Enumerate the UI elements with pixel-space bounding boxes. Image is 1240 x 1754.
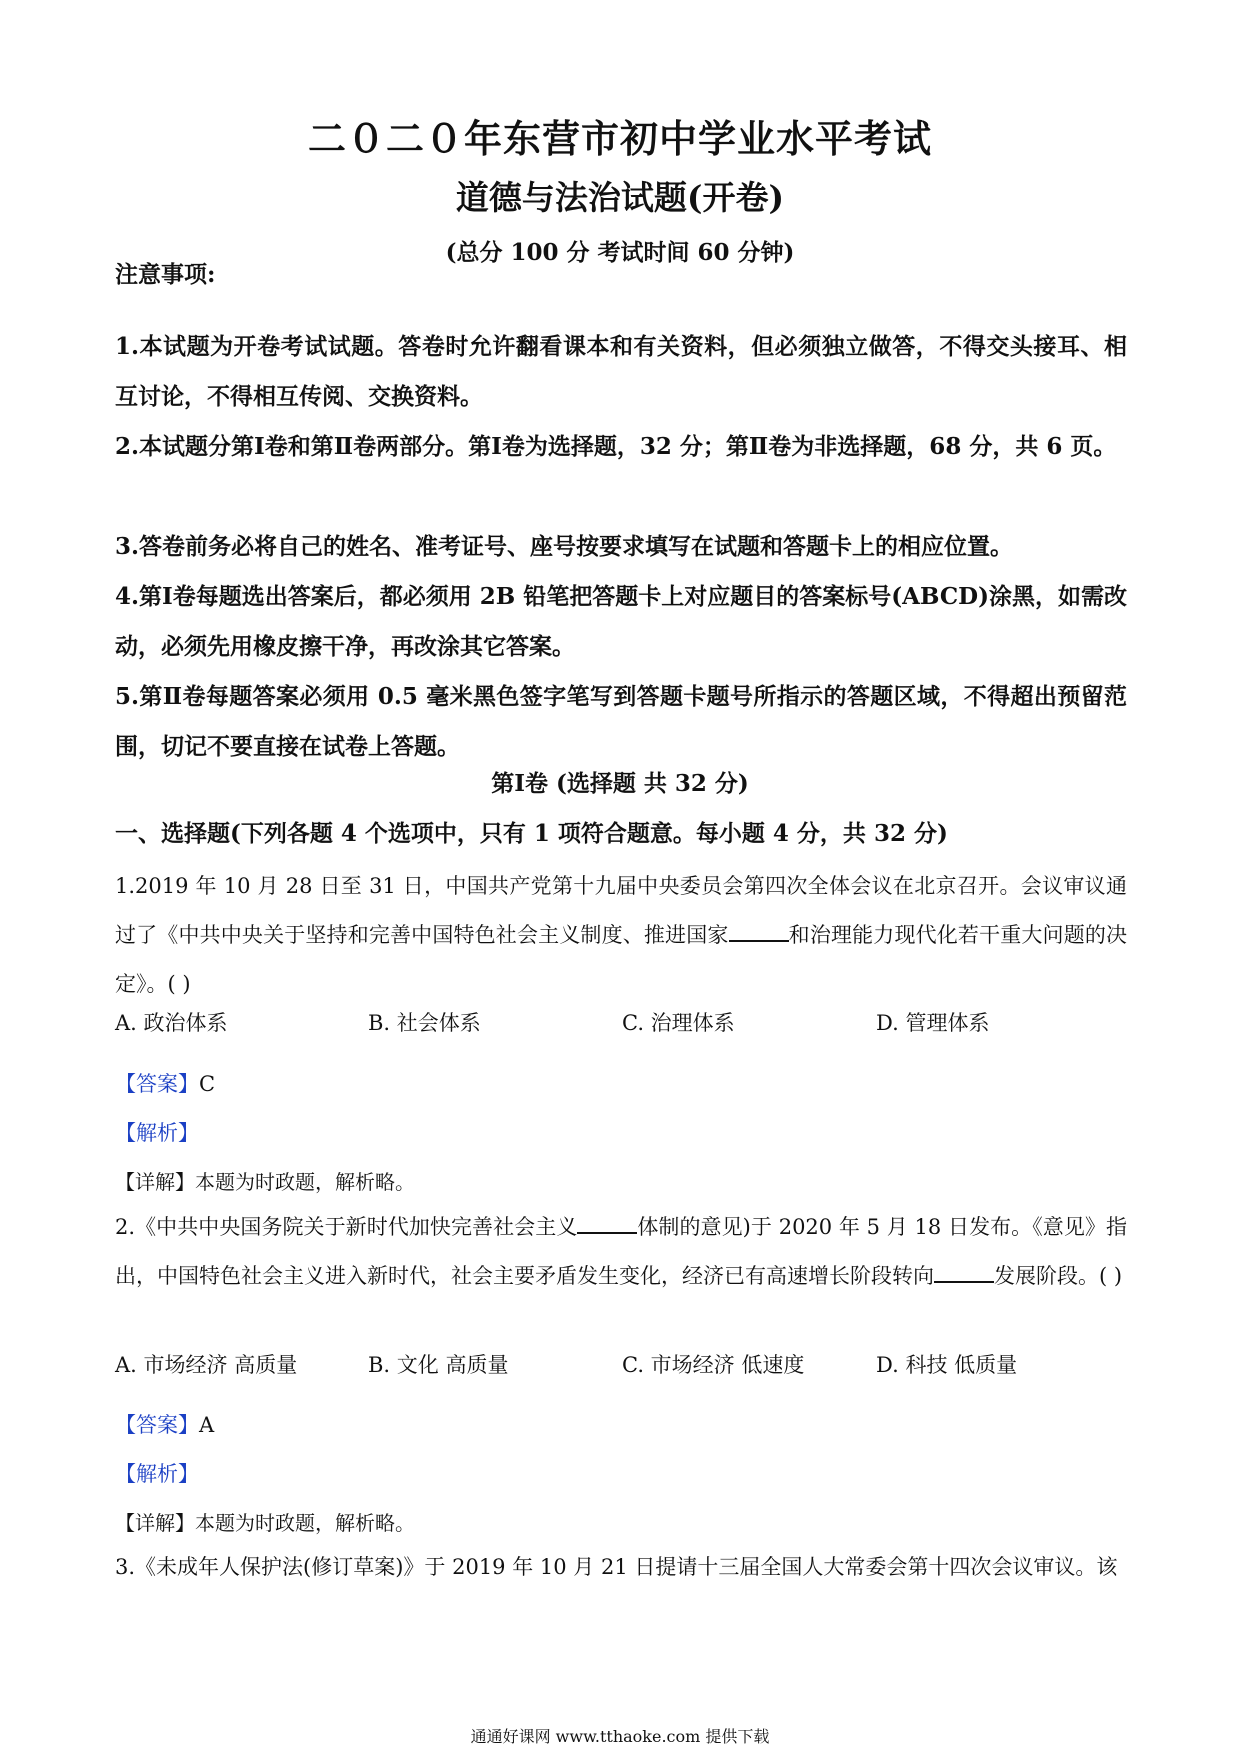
question-stem-part: 体制的意见)于 2020 年 5 月 18 日发布。《意见》指出，中国特色社会主义进入新时代，社会主要矛盾发生变化，经济已有高速增长阶段转向 bbox=[115, 1215, 1127, 1288]
answer-blank bbox=[934, 1261, 994, 1283]
note-item: 5.第Ⅱ卷每题答案必须用 0.5 毫米黑色签字笔写到答题卡题号所指示的答题区域，不得超出预留范围，切记不要直接在试卷上答题。 bbox=[115, 683, 1127, 760]
exam-subtitle: 道德与法治试题(开卷) bbox=[455, 178, 785, 217]
question-stem-part: 发展阶段。( ) bbox=[994, 1264, 1123, 1288]
answer-blank bbox=[577, 1212, 637, 1234]
option-c: C. 治理体系 bbox=[622, 1011, 735, 1035]
question-2-stem bbox=[115, 1203, 1127, 1301]
question-stem-part: 2.《中共中央国务院关于新时代加快完善社会主义 bbox=[115, 1215, 578, 1239]
option-c: C. 市场经济 低速度 bbox=[622, 1353, 805, 1377]
detail-tag: 【详解】 bbox=[115, 1511, 195, 1535]
answer-line bbox=[115, 1068, 215, 1098]
question-stem-part: 3.《未成年人保护法(修订草案)》于 2019 年 10 月 21 日提请十三届全国人大常委会第十四次会议审议。该 bbox=[115, 1555, 1118, 1579]
question-3-stem bbox=[115, 1543, 1127, 1592]
answer-tag: 【答案】 bbox=[115, 1413, 199, 1437]
option-b: B. 社会体系 bbox=[368, 1011, 481, 1035]
page-footer: 通通好课网 www.tthaoke.com 提供下载 bbox=[470, 1727, 770, 1746]
option-d: D. 管理体系 bbox=[876, 1011, 990, 1035]
part-title: 第Ⅰ卷 (选择题 共 32 分) bbox=[491, 770, 749, 797]
question-stem-part: 和治理能力现代化若干重大问题的决定》。( ) bbox=[115, 923, 1128, 996]
answer-value: A bbox=[199, 1413, 215, 1437]
note-item: 2.本试题分第Ⅰ卷和第Ⅱ卷两部分。第Ⅰ卷为选择题，32 分；第Ⅱ卷为非选择题，68 分，共 6 页。 bbox=[115, 433, 1117, 460]
detail-tag: 【详解】 bbox=[115, 1170, 195, 1194]
section-heading: 一、选择题(下列各题 4 个选项中，只有 1 项符合题意。每小题 4 分，共 32 分) bbox=[115, 820, 948, 847]
option-a: A. 政治体系 bbox=[115, 1011, 228, 1035]
option-b: B. 文化 高质量 bbox=[368, 1353, 509, 1377]
answer-tag: 【答案】 bbox=[115, 1072, 199, 1096]
detail-line bbox=[115, 1166, 415, 1195]
answer-blank bbox=[729, 920, 789, 942]
detail-line bbox=[115, 1507, 415, 1536]
note-item: 3.答卷前务必将自己的姓名、准考证号、座号按要求填写在试题和答题卡上的相应位置。 bbox=[115, 533, 1014, 560]
detail-text: 本题为时政题，解析略。 bbox=[195, 1511, 415, 1535]
note-item: 1.本试题为开卷考试试题。答卷时允许翻看课本和有关资料，但必须独立做答，不得交头接耳、相互讨论，不得相互传阅、交换资料。 bbox=[115, 333, 1127, 410]
note-item: 4.第Ⅰ卷每题选出答案后，都必须用 2B 铅笔把答题卡上对应题目的答案标号(ABCD)涂黑，如需改动，必须先用橡皮擦干净，再改涂其它答案。 bbox=[115, 583, 1127, 660]
analysis-tag: 【解析】 bbox=[115, 1121, 199, 1145]
option-a: A. 市场经济 高质量 bbox=[115, 1353, 298, 1377]
option-d: D. 科技 低质量 bbox=[876, 1353, 1018, 1377]
exam-title: 二０二０年东营市初中学业水平考试 bbox=[307, 116, 932, 161]
notes-heading: 注意事项: bbox=[115, 261, 216, 288]
question-stem-part: 1.2019 年 10 月 28 日至 31 日，中国共产党第十九届中央委员会第四次全体会议在北京召开。会议审议通过了《中共中央关于坚持和完善中国特色社会主义制度、推进国家 bbox=[115, 874, 1127, 947]
detail-text: 本题为时政题，解析略。 bbox=[195, 1170, 415, 1194]
exam-meta: (总分 100 分 考试时间 60 分钟) bbox=[445, 239, 795, 266]
answer-value: C bbox=[199, 1072, 216, 1096]
question-1-stem bbox=[115, 862, 1127, 1009]
analysis-tag: 【解析】 bbox=[115, 1462, 199, 1486]
answer-line bbox=[115, 1409, 214, 1439]
